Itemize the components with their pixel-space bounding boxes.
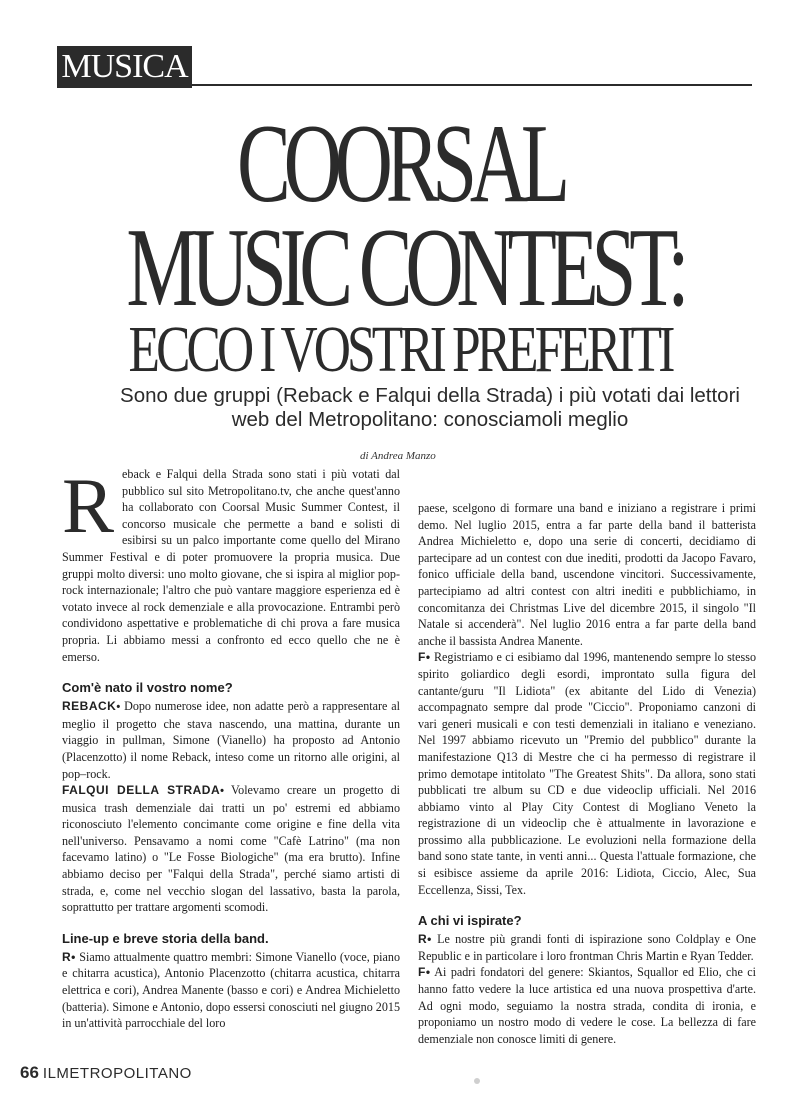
magazine-name: ILMETROPOLITANO bbox=[42, 1065, 192, 1082]
band-label-falqui: FALQUI DELLA STRADA bbox=[62, 783, 221, 798]
subtitle: Sono due gruppi (Reback e Falqui della Strada) i più votati dai lettori web del Metropolitano: conosciamoli meglio bbox=[120, 384, 740, 431]
answer-text: Dopo numerose idee, non adatte però a rappresentare al meglio il progetto che stava nascendo, una mattina, durante un viaggio in pullman, Simone (Vianello) ha proposto ad Antonio (Placenzotto) il nome Reback, inteso come un ritorno alle origini, al pop–rock. bbox=[62, 699, 400, 781]
answer-reback-lineup bbox=[62, 949, 400, 1032]
page-mark-icon bbox=[474, 1078, 480, 1084]
intro-paragraph bbox=[62, 462, 400, 665]
answer-reback-inspiration bbox=[418, 931, 756, 964]
section-tag: MUSICA bbox=[57, 46, 192, 88]
byline: di Andrea Manzo bbox=[360, 450, 436, 462]
headline-line-1: COORSAL bbox=[236, 102, 563, 226]
answer-falqui-lineup bbox=[418, 649, 756, 898]
continued-paragraph: paese, scelgono di formare una band e iniziano a registrare i primi demo. Nel luglio 2015, entra a far parte della band il batterista Andrea Michieletto e, dopo una serie di concerti, decidiamo di partecipare ad un contest con due inediti, prodotti da Jacopo Favaro, fonico ufficiale della band, uscendone vincitori. Successivamente, partecipiamo ad altri contest con altri inediti e pubblichiamo, in concomitanza dei Christmas Live del dicembre 2015, il singolo "Il Natale si accenderà". Nel luglio 2016 entra a far parte della band anche il bassista Andrea Manente. bbox=[418, 501, 756, 648]
article-column-right bbox=[418, 500, 756, 1047]
answer-text: Ai padri fondatori del genere: Skiantos, Squallor ed Elio, che ci hanno fatto vedere la luce artistica ed una nuova prospettiva d'arte. Ad ogni modo, seguiamo la nostra strada, condita di ironia, e proponiamo un nostro modo di vedere le cose. La bellezza di fare demenziale non conosce limiti di genere. bbox=[418, 965, 756, 1046]
answer-label-f: F• bbox=[418, 965, 431, 980]
headline-line-3: ECCO I VOSTRI PREFERITI bbox=[128, 313, 672, 386]
answer-text: Volevamo creare un progetto di musica trash demenziale dai tratti un po' estremi ed abbiamo riconosciuto l'elemento concimante come origine e fine della vita nell'universo. Pensavamo a nomi come "Cafè Latrino" (ma non facevamo latino) o "Le Fosse Biologiche" (ma era brutto). Infine abbiamo deciso per "Falqui della Strada", perché siamo artisti di strada, e, come nel vecchio slogan del lassativo, basta la parola, soprattutto per trattare argomenti scomodi. bbox=[62, 783, 400, 915]
intro-text: eback e Falqui della Strada sono stati i più votati dal pubblico sul sito Metropolitano.tv, che anche quest'anno ha collaborato con Coorsal Music Summer Contest, il concorso musicale che permette a band e solisti di esibirsi su un palco importante come quello del Mirano Summer Festival e di poter promuovere la propria musica. Due gruppi molto diversi: uno molto giovane, che si ispira al miglior pop-rock internazionale; l'altro che può vantare maggiore esperienza ed è votato invece al rock demenziale e alla provocazione. Entrambi però condividono aspettative e problematiche di chi prova a fare musica propria. Li abbiamo messi a confronto ed ecco quello che ne è emerso. bbox=[62, 467, 400, 664]
question-name: Com'è nato il vostro nome? bbox=[62, 680, 233, 696]
bullet-icon: • bbox=[116, 701, 121, 714]
answer-text: Le nostre più grandi fonti di ispirazione sono Coldplay e One Republic e in particolare i loro frontman Chris Martin e Ryan Tedder. bbox=[418, 932, 756, 963]
page-number: 66 bbox=[20, 1063, 39, 1082]
answer-label-r: R• bbox=[418, 932, 432, 947]
answer-falqui-name bbox=[62, 782, 400, 916]
section-rule bbox=[192, 84, 752, 86]
page-footer bbox=[20, 1063, 192, 1083]
question-inspiration: A chi vi ispirate? bbox=[418, 913, 522, 929]
article-column-left bbox=[62, 462, 400, 1032]
bullet-icon: • bbox=[220, 785, 224, 798]
answer-falqui-inspiration bbox=[418, 964, 756, 1047]
drop-cap: R bbox=[62, 462, 115, 549]
headline-line-2: MUSIC CONTEST: bbox=[126, 206, 683, 330]
answer-text: Siamo attualmente quattro membri: Simone Vianello (voce, piano e chitarra acustica), Antonio Placenzotto (chitarra acustica, chitarra elettrica e cori), Andrea Manente (basso e cori) e Andrea Michieletto (batteria). Simone e Antonio, dopo essersi conosciuti nel giugno 2015 in un'attività parrocchiale del loro bbox=[62, 949, 400, 1031]
question-lineup: Line-up e breve storia della band. bbox=[62, 930, 269, 946]
band-label-reback: REBACK bbox=[62, 699, 117, 714]
answer-reback-name bbox=[62, 698, 400, 782]
answer-text: Registriamo e ci esibiamo dal 1996, mantenendo sempre lo stesso spirito goliardico degli esordi, improntato sulla figura del cantante/guru "Il Lidiota" (ex abitante del Lido di Venezia) accompagnato sempre dal prode "Ciccio". Proponiamo canzoni di vari generi musicali e con testi demenziali in italiano e veneziano. Nel 1997 abbiamo ricevuto un "Premio del pubblico" durante la manifestazione Q13 di Mestre che ci ha permesso di registrare il primo demotape intitolato "The Greatest Shits". Da allora, sono stati pubblicati tre album su CD e due videoclip ufficiali. Nel 2016 abbiamo vinto al Play City Contest di Mogliano Veneto la registrazione di un videoclip che è attualmente in lavorazione e prossimo alla pubblicazione. Le evoluzioni nella formazione della band sono state tante, in venti anni... Questa l'attuale formazione, che si esibisce assieme da aprile 2016: Lidiota, Ciccio, Alec, Sua Eccellenza, Sissi, Tex. bbox=[418, 650, 756, 897]
answer-label-f: F• bbox=[418, 650, 431, 665]
answer-label-r: R• bbox=[62, 949, 76, 964]
